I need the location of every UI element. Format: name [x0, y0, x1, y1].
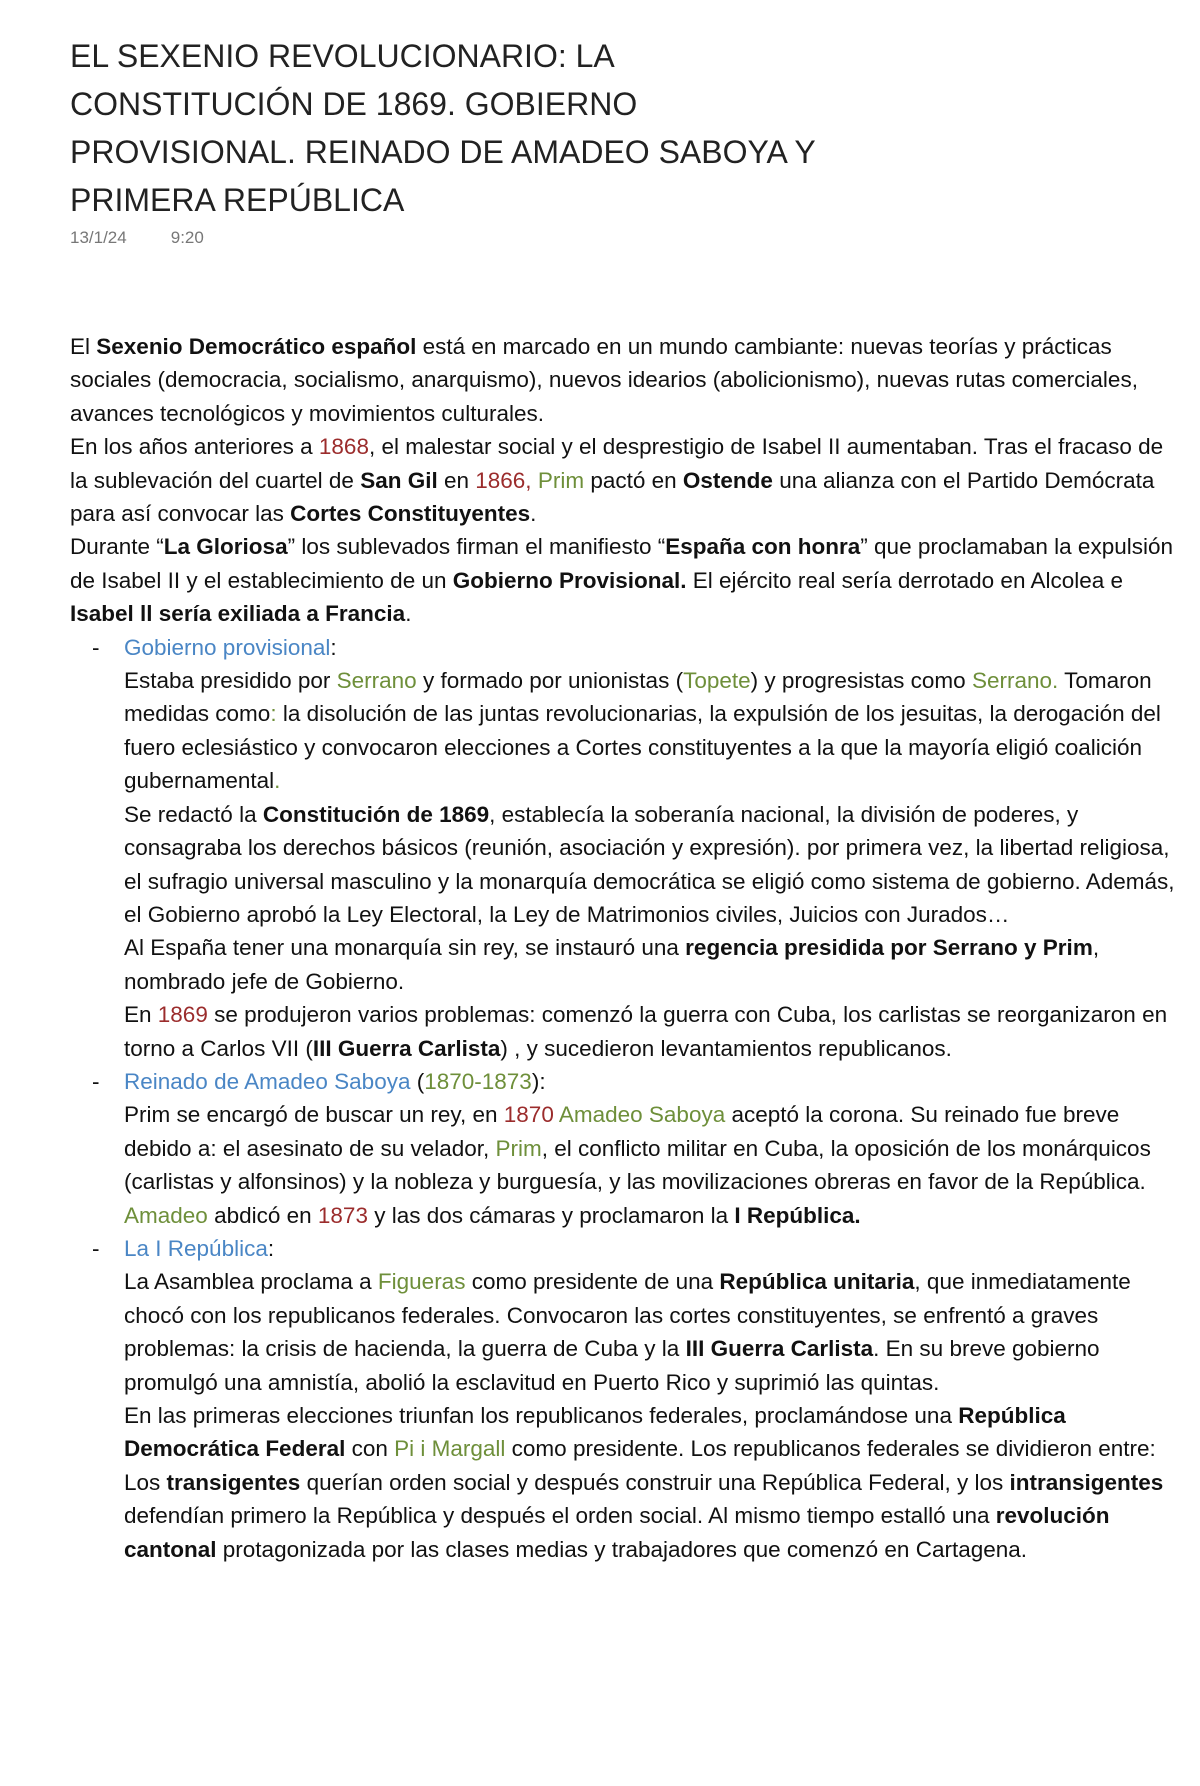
name-highlight: Amadeo: [124, 1202, 208, 1228]
text: :: [267, 1235, 275, 1261]
bold-text: III Guerra Carlista: [685, 1336, 874, 1362]
text: ” los sublevados firman el manifiesto “: [287, 534, 666, 560]
note-timestamp: [70, 228, 204, 248]
text: , el conflicto militar en Cuba, la oposición de los monárquicos (carlistas y alfonsinos) y la nobleza y burguesía, y las movilizaciones obreras en favor de la República.: [124, 1135, 1151, 1195]
text: , nombrado jefe de Gobierno.: [124, 935, 1100, 994]
name-highlight: Serrano.: [971, 668, 1059, 694]
list-dash: -: [92, 1068, 100, 1094]
name-highlight: Figueras: [377, 1269, 466, 1295]
text: como presidente de una: [465, 1269, 720, 1295]
name-highlight: Topete: [683, 668, 751, 694]
text: con: [345, 1436, 395, 1462]
paragraph: [124, 998, 1180, 1065]
text: pactó en: [584, 467, 683, 493]
bold-text: República Democrática Federal: [124, 1403, 1066, 1462]
years-highlight: 1870-1873: [424, 1068, 532, 1094]
note-date: 13/1/24: [70, 228, 127, 247]
text: defendían primero la República y después el orden social. Al mismo tiempo estalló una: [124, 1503, 996, 1529]
text: como presidente. Los republicanos federales se dividieron entre: Los: [124, 1436, 1156, 1495]
bold-text: III Guerra Carlista: [312, 1035, 501, 1061]
text: (: [410, 1068, 425, 1094]
year-highlight: 1870: [503, 1102, 554, 1128]
text: y las dos cámaras y proclamaron la: [367, 1202, 735, 1228]
section-content: [124, 1098, 1180, 1232]
text: Estaba presidido por: [124, 668, 337, 694]
name-highlight: Prim: [537, 467, 585, 493]
text: Se redactó la: [124, 801, 263, 827]
list-item-reinado-amadeo: [70, 1065, 1180, 1232]
bold-text: transigentes: [166, 1469, 301, 1495]
bold-text: regencia presidida por Serrano y Prim: [685, 935, 1093, 961]
text: ):: [531, 1068, 546, 1094]
text: El ejército real sería derrotado en Alcolea e: [686, 567, 1124, 593]
text: :: [270, 701, 277, 727]
text: ) , y sucedieron levantamientos republicanos.: [500, 1035, 952, 1061]
list-dash: -: [92, 1235, 100, 1261]
name-highlight: Serrano: [336, 668, 417, 694]
name-highlight: Pi i Margall: [394, 1436, 506, 1462]
bold-text: I República.: [734, 1202, 861, 1228]
text: En los años anteriores a: [70, 434, 319, 460]
bold-text: Isabel ll sería exiliada a Francia: [70, 601, 406, 627]
heading-text: Gobierno provisional: [124, 634, 331, 660]
text: .: [274, 768, 281, 794]
name-highlight: Amadeo Saboya: [558, 1102, 726, 1128]
text: .: [530, 501, 537, 527]
year-highlight: 1868: [318, 434, 369, 460]
text: , establecía la soberanía nacional, la división de poderes, y consagraba los derechos básicos (reunión, asociación y expresión). por primera vez, la libertad religiosa, el sufragio universal masculino y la monarquía democrática se eligió como sistema de gobierno. Además, el Gobierno aprobó la Ley Electoral, la Ley de Matrimonios civiles, Juicios con Jurados…: [124, 801, 1175, 927]
text: , que inmediatamente chocó con los republicanos federales. Convocaron las cortes constituyentes, se enfrentó a graves problemas: la crisis de hacienda, la guerra de Cuba y la: [124, 1269, 1131, 1362]
text: una alianza con el Partido Demócrata para así convocar las: [70, 467, 1155, 527]
year-highlight: 1866,: [475, 467, 532, 493]
bold-text: Cortes Constituyentes: [290, 501, 531, 527]
section-content: [124, 664, 1180, 1065]
text: Al España tener una monarquía sin rey, se instauró una: [124, 935, 686, 961]
paragraph: [124, 1399, 1180, 1566]
bold-text: República unitaria: [719, 1269, 915, 1295]
heading-text: La I República: [124, 1235, 268, 1261]
text: Prim se encargó de buscar un rey, en: [124, 1102, 504, 1128]
bold-text: revolución cantonal: [124, 1503, 1110, 1562]
bold-text: España con honra: [665, 534, 861, 560]
text: En las primeras elecciones triunfan los republicanos federales, proclamándose una: [124, 1403, 959, 1428]
text: y formado por unionistas (: [416, 668, 684, 694]
year-highlight: 1869: [157, 1002, 208, 1028]
bold-text: Sexenio Democrático español: [96, 334, 417, 359]
text: El: [70, 334, 97, 359]
intro-paragraph-2: [70, 430, 1180, 530]
bold-text: intransigentes: [1009, 1469, 1164, 1495]
bold-text: La Gloriosa: [163, 534, 288, 560]
text: querían orden social y después construir una República Federal, y los: [300, 1469, 1010, 1495]
section-content: [124, 1265, 1180, 1566]
text: ) y progresistas como: [750, 668, 972, 694]
paragraph: [124, 1098, 1180, 1232]
bold-text: San Gil: [360, 467, 438, 493]
text: Tomaron medidas como: [124, 668, 1152, 727]
list-dash: -: [92, 634, 100, 660]
paragraph: [124, 798, 1180, 932]
list-item-primera-republica: [70, 1232, 1180, 1566]
text: ” que proclamaban la expulsión de Isabel II y el establecimiento de un: [70, 534, 1173, 593]
text: :: [330, 634, 337, 660]
text: , el malestar social y el desprestigio de Isabel II aumentaban. Tras el fracaso de la sublevación del cuartel de: [70, 434, 1164, 493]
text: .: [405, 601, 412, 627]
text: protagonizada por las clases medias y trabajadores que comenzó en Cartagena.: [216, 1536, 1028, 1562]
heading-text: Reinado de Amadeo Saboya: [124, 1068, 411, 1094]
bold-text: Constitución de 1869: [262, 801, 490, 827]
text: Durante “: [70, 534, 164, 560]
section-heading: [124, 1065, 1180, 1098]
text: se produjeron varios problemas: comenzó la guerra con Cuba, los carlistas se reorganizaron en torno a Carlos VII (: [124, 1002, 1168, 1061]
page-title: EL SEXENIO REVOLUCIONARIO: LA CONSTITUCIÓN DE 1869. GOBIERNO PROVISIONAL. REINADO DE AMADEO SABOYA Y PRIMERA REPÚBLICA: [70, 38, 816, 218]
text: aceptó la corona. Su reinado fue breve debido a: el asesinato de su velador,: [124, 1102, 1120, 1161]
intro-paragraph-3: [70, 530, 1180, 630]
paragraph: [124, 1265, 1180, 1399]
section-heading: [124, 631, 1180, 664]
bold-text: Ostende: [682, 467, 773, 493]
section-heading: [124, 1232, 1180, 1265]
year-highlight: 1873: [317, 1202, 368, 1228]
text: la disolución de las juntas revolucionarias, la expulsión de los jesuitas, la derogación del fuero eclesiástico y convocaron elecciones a Cortes constituyentes a la que la mayoría eligió coalición gubernamental: [124, 701, 1161, 794]
text: en: [437, 467, 476, 493]
text: está en marcado en un mundo cambiante: nuevas teorías y prácticas sociales (democracia, socialismo, anarquismo), nuevos idearios (abolicionismo), nuevas rutas comerciales, avances tecnológicos y movimientos culturales.: [70, 334, 1138, 426]
text: La Asamblea proclama a: [124, 1269, 378, 1295]
text: . En su breve gobierno promulgó una amnistía, abolió la esclavitud en Puerto Rico y suprimió las quintas.: [124, 1336, 1100, 1395]
note-body: [70, 330, 1180, 1566]
paragraph: [124, 931, 1180, 998]
bold-text: Gobierno Provisional.: [452, 567, 687, 593]
paragraph: [124, 664, 1180, 798]
name-highlight: Prim: [495, 1135, 542, 1161]
intro-paragraph-1: [70, 330, 1180, 430]
list-item-gobierno-provisional: [70, 631, 1180, 1065]
note-time: 9:20: [170, 228, 204, 247]
text: En: [124, 1002, 158, 1028]
text: abdicó en: [207, 1202, 318, 1228]
